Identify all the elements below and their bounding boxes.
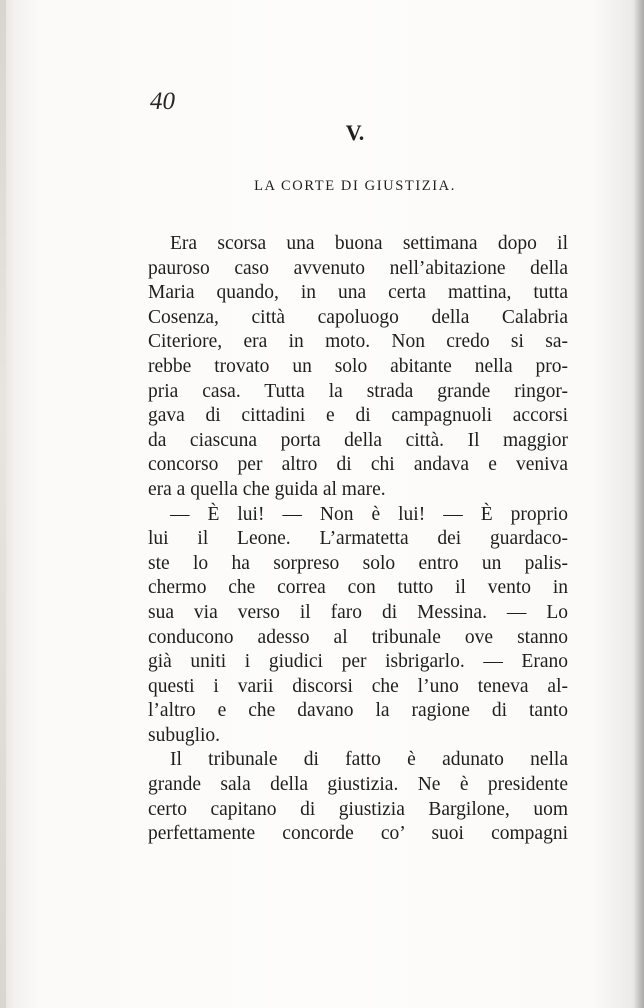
text-line: perfettamente concorde co’ suoi compagni	[148, 823, 568, 845]
page-number: 40	[150, 88, 175, 115]
text-line: pauroso caso avvenuto nell’abitazione della	[148, 257, 568, 279]
body-text	[148, 232, 568, 847]
text-line: rebbe trovato un solo abitante nella pro-	[148, 355, 568, 377]
text-line: questi i varii discorsi che l’uno teneva al-	[148, 675, 568, 697]
text-line: Citeriore, era in moto. Non credo si sa-	[148, 331, 568, 353]
text-line: da ciascuna porta della città. Il maggior	[148, 429, 568, 451]
text-line: lui il Leone. L’armatetta dei guardaco-	[148, 528, 568, 550]
text-line: era a quella che guida al mare.	[148, 478, 386, 500]
text-line: gava di cittadini e di campagnuoli accorsi	[148, 405, 568, 427]
text-line: ste lo ha sorpreso solo entro un palis-	[148, 552, 568, 574]
text-line: concorso per altro di chi andava e veniva	[148, 454, 568, 476]
text-line: chermo che correa con tutto il vento in	[148, 577, 568, 599]
text-line: sua via verso il faro di Messina. — Lo	[148, 601, 568, 623]
chapter-number: V.	[345, 120, 365, 145]
chapter-title: LA CORTE DI GIUSTIZIA.	[254, 178, 456, 194]
page-right-edge	[634, 0, 644, 1008]
page-left-edge	[0, 0, 6, 1008]
text-line: Il tribunale di fatto è adunato nella	[170, 749, 568, 771]
text-line: l’altro e che davano la ragione di tanto	[148, 700, 568, 722]
text-line: Maria quando, in una certa mattina, tutta	[148, 282, 568, 304]
text-line: Era scorsa una buona settimana dopo il	[170, 233, 568, 254]
text-line: conducono adesso al tribunale ove stanno	[148, 626, 568, 648]
text-line: pria casa. Tutta la strada grande ringor-	[148, 380, 568, 402]
text-line: grande sala della giustizia. Ne è presidente	[148, 774, 568, 796]
text-line: — È lui! — Non è lui! — È proprio	[170, 503, 568, 525]
text-line: subuglio.	[148, 724, 221, 746]
text-line: Cosenza, città capoluogo della Calabria	[148, 306, 568, 328]
text-line: già uniti i giudici per isbrigarlo. — Erano	[148, 651, 568, 673]
text-line: certo capitano di giustizia Bargilone, uom	[148, 798, 568, 820]
